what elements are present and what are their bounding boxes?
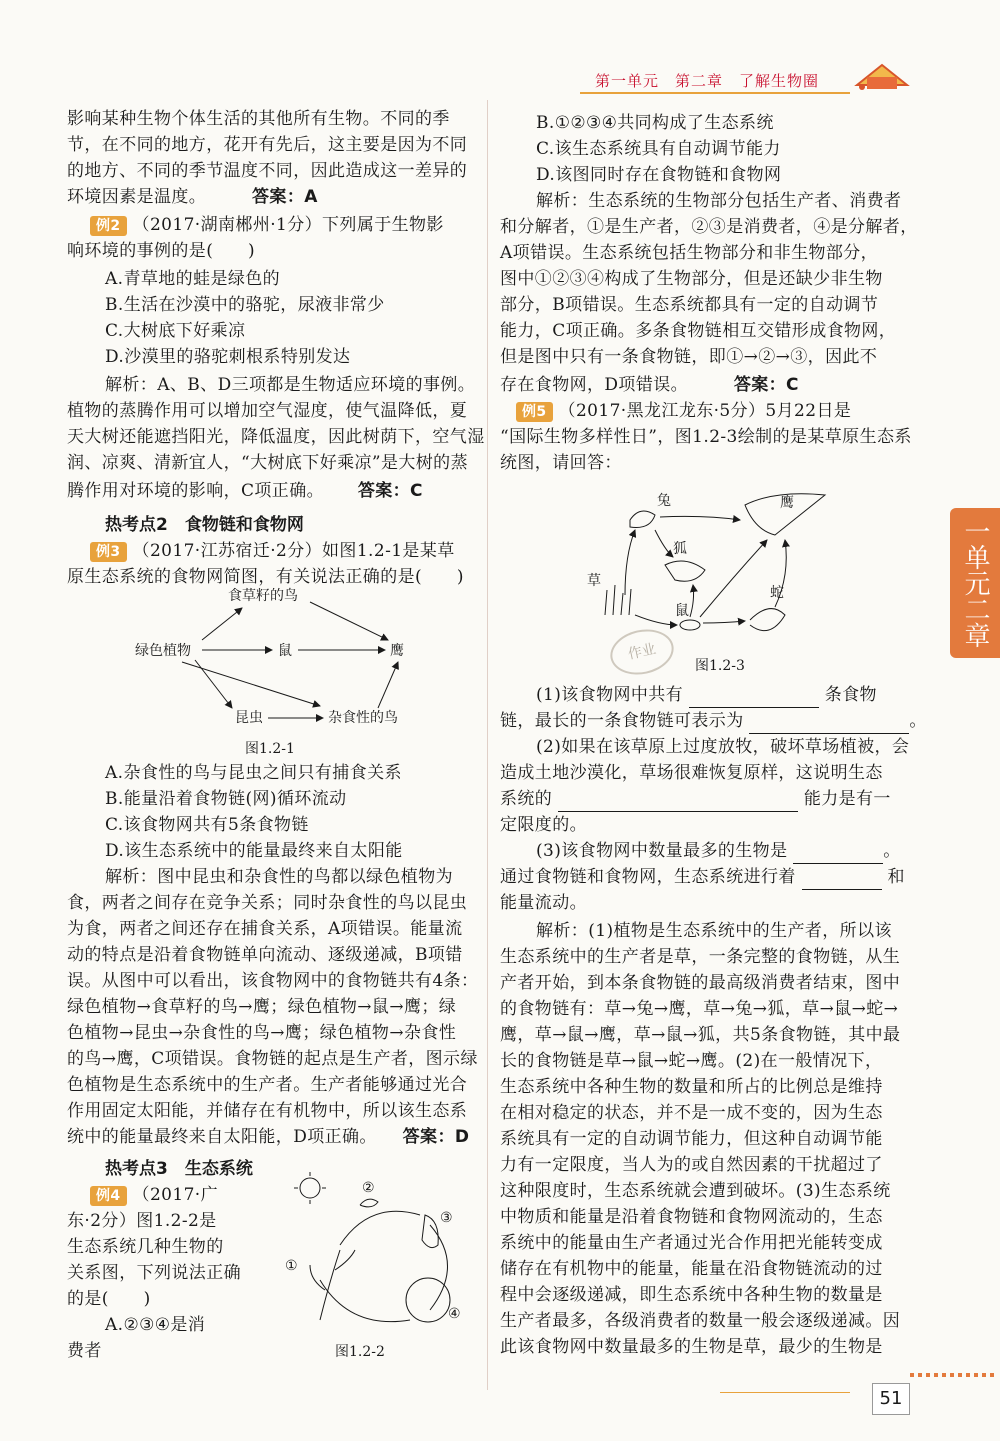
question-text: 统图，请回答： <box>500 453 622 473</box>
example-2-question <box>90 212 444 238</box>
node-green-plant: 绿色植物 <box>135 643 191 659</box>
arrow <box>310 602 388 640</box>
option: D.沙漠里的骆驼刺根系特别发达 <box>105 347 351 367</box>
text-line: 影响某种生物个体生活的其他所有生物。不同的季 <box>67 109 450 129</box>
blank[interactable] <box>802 871 882 890</box>
question-text: （2017·江苏宿迁·2分）如图1.2-1是某草 <box>132 541 455 561</box>
example-tag: 例4 <box>90 1186 127 1206</box>
header-book-icon <box>852 55 912 95</box>
question-text: （2017·广 <box>132 1185 219 1205</box>
explanation: 存在食物网，D项错误。 <box>500 375 689 395</box>
explanation: 绿色植物→食草籽的鸟→鹰；绿色植物→鼠→鹰；绿 <box>67 997 457 1017</box>
question-text: 链，最长的一条食物链可表示为 <box>500 711 744 731</box>
explanation: 部分，B项错误。生态系统都具有一定的自动调节 <box>500 295 879 315</box>
node-seed-bird: 食草籽的鸟 <box>228 588 298 604</box>
hot-point-2-heading: 热考点2 食物链和食物网 <box>105 515 304 535</box>
explanation: 系统中的能量由生产者通过光合作用把光能转变成 <box>500 1233 883 1253</box>
example-tag: 例5 <box>516 402 553 422</box>
explanation: 的鸟→鹰，C项错误。食物链的起点是生产者，图示绿 <box>67 1049 478 1069</box>
explanation: 生态系统中的生产者是草，一条完整的食物链，从生 <box>500 947 901 967</box>
explanation: 生态系统中各种生物的数量和所占的比例总是维持 <box>500 1077 883 1097</box>
blank[interactable] <box>749 715 909 734</box>
ecosystem-figure-2 <box>280 1170 480 1345</box>
explanation: 生产者最多，各级消费者的数量一般会逐级递减。因 <box>500 1311 901 1331</box>
explanation: 力有一定限度，当人为的或自然因素的干扰超过了 <box>500 1155 883 1175</box>
explanation: 图中①②③④构成了生物部分，但是还缺少非生物 <box>500 269 883 289</box>
explanation: 色植物→昆虫→杂食性的鸟→鹰；绿色植物→杂食性 <box>67 1023 457 1043</box>
arrow <box>655 530 673 557</box>
question-text: （2017·黑龙江龙东·5分）5月22日是 <box>558 401 852 421</box>
question-text: (2)如果在该草原上过度放牧，破坏草场植被，会 <box>536 737 910 757</box>
label-grass: 草 <box>587 573 601 589</box>
question-text: 东·2分）图1.2-2是 <box>67 1211 217 1231</box>
option: D.该图同时存在食物链和食物网 <box>536 165 782 185</box>
blank[interactable] <box>793 845 883 864</box>
question-text: 关系图，下列说法正确 <box>67 1263 241 1283</box>
node-mouse: 鼠 <box>278 643 292 659</box>
explanation-last <box>67 478 423 504</box>
explanation: A项错误。生态系统包括生物部分和非生物部分， <box>500 243 879 263</box>
question-text: 和 <box>887 867 905 887</box>
label-3: ③ <box>440 1210 453 1226</box>
question-text: 能力是有一 <box>803 789 891 809</box>
figure-caption: 图1.2-1 <box>245 741 295 757</box>
label-snake: 蛇 <box>770 585 784 601</box>
figure-caption: 图1.2-3 <box>695 658 745 674</box>
unit-chapter-tab: 一单元二章 <box>950 508 1000 658</box>
page-header-title: 第一单元 第二章 了解生物圈 <box>595 72 820 90</box>
arrow <box>182 662 320 706</box>
bird-icon <box>422 1215 438 1248</box>
explanation: 此该食物网中数量最多的生物是草，最少的生物是 <box>500 1337 883 1357</box>
question-1 <box>536 682 877 708</box>
header-rule <box>580 92 850 94</box>
question-1-cont: 链，最长的一条食物链可表示为 。 <box>500 708 927 734</box>
fox-icon <box>665 561 705 581</box>
example-4-question <box>90 1182 218 1208</box>
cycle-arrow <box>340 1211 420 1245</box>
rabbit-icon <box>630 511 655 528</box>
explanation: 解析：生态系统的生物部分包括生产者、消费者 <box>536 191 902 211</box>
figure-caption: 图1.2-2 <box>335 1344 385 1360</box>
text-line: 环境因素是温度。 <box>67 187 207 207</box>
arrow <box>202 608 242 640</box>
question-2-cont <box>500 786 891 812</box>
question-text: (3)该食物网中数量最多的生物是 <box>536 841 788 861</box>
option: A.青草地的蛙是绿色的 <box>105 269 281 289</box>
explanation: 和分解者，①是生产者，②③是消费者，④是分解者， <box>500 217 918 237</box>
example-5-question <box>516 398 851 424</box>
explanation: 中物质和能量是沿着食物链和食物网流动的，生态 <box>500 1207 883 1227</box>
option: C.大树底下好乘凉 <box>105 321 246 341</box>
explanation: 为食，两者之间还存在捕食关系，A项错误。能量流 <box>67 919 463 939</box>
food-web-figure-1 <box>120 580 450 750</box>
question-text: 生态系统几种生物的 <box>67 1237 224 1257</box>
option: B.生活在沙漠中的骆驼，尿液非常少 <box>105 295 385 315</box>
explanation: 能力，C项正确。多条食物链相互交错形成食物网， <box>500 321 897 341</box>
mouse-icon <box>680 620 700 630</box>
sun-icon <box>294 1172 326 1204</box>
arrow <box>195 660 232 708</box>
arrow <box>635 615 677 625</box>
explanation: 系统具有一定的自动调节能力，但这种自动调节能 <box>500 1129 883 1149</box>
food-web-figure-3 <box>585 485 845 660</box>
example-tag: 例3 <box>90 542 127 562</box>
question-text: 原生态系统的食物网简图，有关说法正确的是( ) <box>67 567 464 587</box>
footer-rule <box>720 1392 850 1393</box>
node-omnivore-bird: 杂食性的鸟 <box>328 710 398 726</box>
question-text: 定限度的。 <box>500 815 587 835</box>
label-2: ② <box>362 1180 375 1196</box>
explanation: 统中的能量最终来自太阳能，D项正确。 <box>67 1127 377 1147</box>
explanation: 程中会逐级递减，即生态系统中各种生物的数量是 <box>500 1285 883 1305</box>
explanation: 色植物是生态系统中的生产者。生产者能够通过光合 <box>67 1075 468 1095</box>
question-3-cont <box>500 864 905 890</box>
page-number: 51 <box>872 1383 910 1415</box>
question-text: 造成土地沙漠化，草场很难恢复原样，这说明生态 <box>500 763 883 783</box>
explanation-last <box>500 372 799 398</box>
blank[interactable] <box>689 689 819 708</box>
text-line <box>67 184 318 210</box>
question-text: 能量流动。 <box>500 893 587 913</box>
text-line: 的地方、不同的季节温度不同，因此造成这一差异的 <box>67 161 468 181</box>
label-fox: 狐 <box>673 541 687 557</box>
arrow <box>660 516 740 520</box>
grass-icon <box>605 585 631 615</box>
example-3-question <box>90 538 455 564</box>
explanation: 解析：图中昆虫和杂食性的鸟都以绿色植物为 <box>105 867 453 887</box>
cycle-arrow <box>430 1225 448 1310</box>
arrow <box>703 621 745 623</box>
explanation: 作用固定太阳能，并储存在有机物中，所以该生态系 <box>67 1101 468 1121</box>
explanation: 动的特点是沿着食物链单向流动、逐级递减，B项错 <box>67 945 463 965</box>
question-text: 系统的 <box>500 789 553 809</box>
snake-icon <box>750 609 785 631</box>
option: 费者 <box>67 1341 102 1361</box>
option: C.该食物网共有5条食物链 <box>105 815 309 835</box>
explanation: 解析：A、B、D三项都是生物适应环境的事例。 <box>105 375 476 395</box>
explanation: 但是图中只有一条食物链，即①→②→③，因此不 <box>500 347 878 367</box>
text-line: 节，在不同的地方，花开有先后，这主要是因为不同 <box>67 135 468 155</box>
explanation: 在相对稳定的状态，并不是一成不变的，因为生态 <box>500 1103 883 1123</box>
question-text: （2017·湖南郴州·1分）下列属于生物影 <box>132 215 444 235</box>
cycle-arrow <box>320 1280 410 1322</box>
question-text: (1)该食物网中共有 <box>536 685 684 705</box>
insect-icon <box>360 1199 378 1207</box>
option: B.能量沿着食物链(网)循环流动 <box>105 789 347 809</box>
explanation: 植物的蒸腾作用可以增加空气湿度，使气温降低，夏 <box>67 401 468 421</box>
label-rabbit: 兔 <box>657 493 671 509</box>
question-text: “国际生物多样性日”，图1.2-3绘制的是某草原生态系 <box>500 427 912 447</box>
explanation: 鹰，草→鼠→鹰，草→鼠→狐，共5条食物链，其中最 <box>500 1025 901 1045</box>
question-text: 通过食物链和食物网，生态系统进行着 <box>500 867 796 887</box>
arrow <box>378 662 398 708</box>
decomposer-icon <box>406 1278 450 1322</box>
explanation: 的食物链有：草→兔→鹰，草→兔→狐，草→鼠→蛇→ <box>500 999 899 1019</box>
label-mouse: 鼠 <box>675 603 689 619</box>
question-text: 条食物 <box>824 685 877 705</box>
label-4: ④ <box>448 1306 461 1322</box>
explanation: 润、凉爽、清新宜人，“大树底下好乘凉”是大树的蒸 <box>67 453 468 473</box>
answer: 答案：D <box>402 1127 470 1147</box>
hot-point-3-heading: 热考点3 生态系统 <box>105 1159 253 1179</box>
explanation: 天大树还能遮挡阳光，降低温度，因此树荫下，空气湿 <box>67 427 485 447</box>
question-text: 响环境的事例的是( ) <box>67 241 256 261</box>
option: C.该生态系统具有自动调节能力 <box>536 139 781 159</box>
explanation: 这种限度时，生态系统就会遭到破坏。(3)生态系统 <box>500 1181 891 1201</box>
question-text: 的是( ) <box>67 1289 151 1309</box>
watermark-stamp: 作业 <box>606 624 678 680</box>
explanation-last <box>67 1124 469 1150</box>
option: D.该生态系统中的能量最终来自太阳能 <box>105 841 403 861</box>
option: A.②③④是消 <box>105 1315 206 1335</box>
blank[interactable] <box>558 793 798 812</box>
option: A.杂食性的鸟与昆虫之间只有捕食关系 <box>105 763 402 783</box>
explanation: 产者开始，到本条食物链的最高级消费者结束，图中 <box>500 973 901 993</box>
column-divider <box>487 100 488 1390</box>
arrow <box>690 585 694 617</box>
example-tag: 例2 <box>90 216 127 236</box>
answer: 答案：C <box>733 375 799 395</box>
explanation: 解析：(1)植物是生态系统中的生产者，所以该 <box>536 921 892 941</box>
question-3: (3)该食物网中数量最多的生物是 。 <box>536 838 901 864</box>
answer: 答案：C <box>357 481 423 501</box>
node-insect: 昆虫 <box>235 710 263 726</box>
explanation: 长的食物链是草→鼠→蛇→鹰。(2)在一般情况下， <box>500 1051 883 1071</box>
option: B.①②③④共同构成了生态系统 <box>536 113 774 133</box>
explanation: 食，两者之间存在竞争关系；同时杂食性的鸟以昆虫 <box>67 893 468 913</box>
footer-dots <box>910 1373 995 1377</box>
answer: 答案：A <box>252 187 318 207</box>
explanation: 误。从图中可以看出，该食物网中的食物链共有4条： <box>67 971 479 991</box>
explanation: 储存在有机物中的能量，能量在沿食物链流动的过 <box>500 1259 883 1279</box>
arrow <box>700 540 767 617</box>
label-1: ① <box>285 1258 298 1274</box>
arrow <box>625 530 635 595</box>
explanation: 腾作用对环境的影响，C项正确。 <box>67 481 325 501</box>
node-hawk: 鹰 <box>390 643 404 659</box>
label-hawk: 鹰 <box>780 495 794 511</box>
